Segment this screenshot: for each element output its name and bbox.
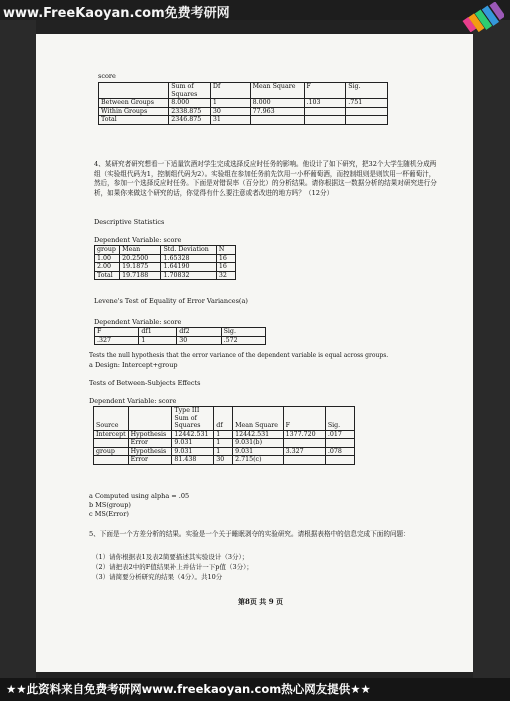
anova-cell: 2338.875 <box>169 107 211 116</box>
desc-header-group: group <box>95 246 120 255</box>
between-cell: 30 <box>214 456 233 465</box>
desc-cell: 32 <box>216 271 235 280</box>
levene-cell: 30 <box>177 336 221 345</box>
descriptive-table <box>94 245 236 280</box>
between-cell: 1 <box>214 439 233 448</box>
desc-cell: Total <box>95 271 120 280</box>
between-cell: Hypothesis <box>128 447 172 456</box>
scan-right-border <box>473 20 510 678</box>
levene-header-sig: Sig. <box>221 328 265 337</box>
anova-cell <box>346 107 388 116</box>
anova-cell: Within Groups <box>99 107 169 116</box>
desc-cell: 2.00 <box>95 263 120 272</box>
levene-dv: Dependent Variable: score <box>94 318 182 326</box>
levene-header-f: F <box>95 328 139 337</box>
levene-title: Levene's Test of Equality of Error Variances(a) <box>94 297 248 305</box>
anova-header-df: Df <box>210 83 250 99</box>
desc-cell: 16 <box>216 263 235 272</box>
footer-watermark: ★★此资料来自免费考研网www.freekaoyan.com热心网友提供★★ <box>6 682 371 696</box>
between-cell: 2.715(c) <box>233 456 284 465</box>
anova-cell: 1 <box>210 99 250 108</box>
between-cell: .078 <box>325 447 354 456</box>
header-watermark: www.FreeKaoyan.com免费考研网 <box>3 6 230 21</box>
anova-cell: 77.963 <box>250 107 304 116</box>
question4-text: 4、某研究者研究想看一下适量饮酒对学生完成选择反应时任务的影响。他设计了如下研究，把32个大学生随机分成两组（实验组代码为1，控制组代码为2）。实验组在参加任务前先饮用一小杯葡萄酒，而控制组则是则饮用一杯葡萄汁，然后，参加一个选择反应时任务。下面是对错误率（百分比）的分析结果。请你根据这一数据分析的结果对研究进行分析，如果你来做这个研究的话，你觉得有什么要注意或者改进的地方吗？（12分） <box>94 160 437 197</box>
between-cell <box>325 456 354 465</box>
question5-item-3: （3）请简要分析研究的结果（4分）。共10分 <box>92 573 223 581</box>
between-title: Tests of Between-Subjects Effects <box>89 379 201 387</box>
between-note-a: a Computed using alpha = .05 <box>89 492 190 500</box>
desc-header-sd: Std. Deviation <box>161 246 216 255</box>
anova-cell <box>250 116 304 125</box>
between-cell: 9.031 <box>172 439 214 448</box>
levene-cell: 1 <box>139 336 177 345</box>
between-table <box>93 406 355 465</box>
scan-left-border <box>0 20 36 678</box>
descriptive-title: Descriptive Statistics <box>94 218 165 226</box>
levene-header-df2: df2 <box>177 328 221 337</box>
between-cell: Error <box>128 456 172 465</box>
site-logo <box>462 2 504 32</box>
anova-cell <box>304 116 346 125</box>
between-cell: Intercept <box>94 430 129 439</box>
between-cell <box>94 456 129 465</box>
desc-cell: 16 <box>216 254 235 263</box>
between-dv: Dependent Variable: score <box>89 397 177 405</box>
levene-cell: .572 <box>221 336 265 345</box>
between-note-b: b MS(group) <box>89 501 131 509</box>
anova-header-blank <box>99 83 169 99</box>
between-cell: group <box>94 447 129 456</box>
anova-cell <box>346 116 388 125</box>
between-cell: 12442.531 <box>172 430 214 439</box>
levene-note-1: Tests the null hypothesis that the error variance of the dependent variable is equal across groups. <box>89 352 389 359</box>
desc-cell: 19.1875 <box>120 263 161 272</box>
between-cell: Hypothesis <box>128 430 172 439</box>
anova-header-sig: Sig. <box>346 83 388 99</box>
desc-cell: 20.2500 <box>120 254 161 263</box>
between-header-df: df <box>214 407 233 431</box>
question5-item-2: （2）请把表2中的F值结果补上并估计一下p值（3分）； <box>92 563 253 571</box>
page-number: 第8页 共 9 页 <box>238 597 284 606</box>
between-cell: Error <box>128 439 172 448</box>
between-cell: 81.438 <box>172 456 214 465</box>
anova-dv-label: score <box>98 72 116 80</box>
between-header-blank <box>128 407 172 431</box>
levene-table <box>94 327 266 345</box>
desc-header-n: N <box>216 246 235 255</box>
between-cell <box>94 439 129 448</box>
anova-cell: 8.000 <box>169 99 211 108</box>
anova-cell: 8.000 <box>250 99 304 108</box>
anova-header-ms: Mean Square <box>250 83 304 99</box>
between-note-c: c MS(Error) <box>89 510 129 518</box>
between-header-ss: Type III Sum of Squares <box>172 407 214 431</box>
between-cell: 9.031 <box>172 447 214 456</box>
between-cell: 9.031(b) <box>233 439 284 448</box>
descriptive-dv: Dependent Variable: score <box>94 236 182 244</box>
anova-cell: Total <box>99 116 169 125</box>
between-cell: 1 <box>214 430 233 439</box>
between-header-ms: Mean Square <box>233 407 284 431</box>
between-cell: 1377.720 <box>283 430 325 439</box>
desc-cell: 1.00 <box>95 254 120 263</box>
between-header-source: Source <box>94 407 129 431</box>
anova-table <box>98 82 388 125</box>
between-header-f: F <box>283 407 325 431</box>
anova-cell: .103 <box>304 99 346 108</box>
between-cell <box>283 456 325 465</box>
between-cell: 12442.531 <box>233 430 284 439</box>
anova-cell: Between Groups <box>99 99 169 108</box>
between-cell <box>325 439 354 448</box>
between-cell: 9.031 <box>233 447 284 456</box>
between-cell: .017 <box>325 430 354 439</box>
anova-cell: .751 <box>346 99 388 108</box>
question5-item-1: （1）请你根据表1及表2简要描述其实验设计（3分）； <box>92 553 249 561</box>
anova-header-ss: Sum of Squares <box>169 83 211 99</box>
between-cell: 1 <box>214 447 233 456</box>
desc-cell: 1.70832 <box>161 271 216 280</box>
levene-header-df1: df1 <box>139 328 177 337</box>
desc-cell: 19.7188 <box>120 271 161 280</box>
anova-cell: 2346.875 <box>169 116 211 125</box>
levene-cell: .327 <box>95 336 139 345</box>
desc-cell: 1.64190 <box>161 263 216 272</box>
desc-header-mean: Mean <box>120 246 161 255</box>
desc-cell: 1.65328 <box>161 254 216 263</box>
between-cell: 3.327 <box>283 447 325 456</box>
anova-header-f: F <box>304 83 346 99</box>
anova-cell <box>304 107 346 116</box>
between-header-sig: Sig. <box>325 407 354 431</box>
question5-intro: 5、下面是一个方差分析的结果。实验是一个关于睡眠剥夺的实验研究。请根据表格中的信息完成下面的问题： <box>89 530 410 538</box>
between-cell <box>283 439 325 448</box>
anova-cell: 30 <box>210 107 250 116</box>
levene-note-2: a Design: Intercept+group <box>89 361 178 369</box>
anova-cell: 31 <box>210 116 250 125</box>
